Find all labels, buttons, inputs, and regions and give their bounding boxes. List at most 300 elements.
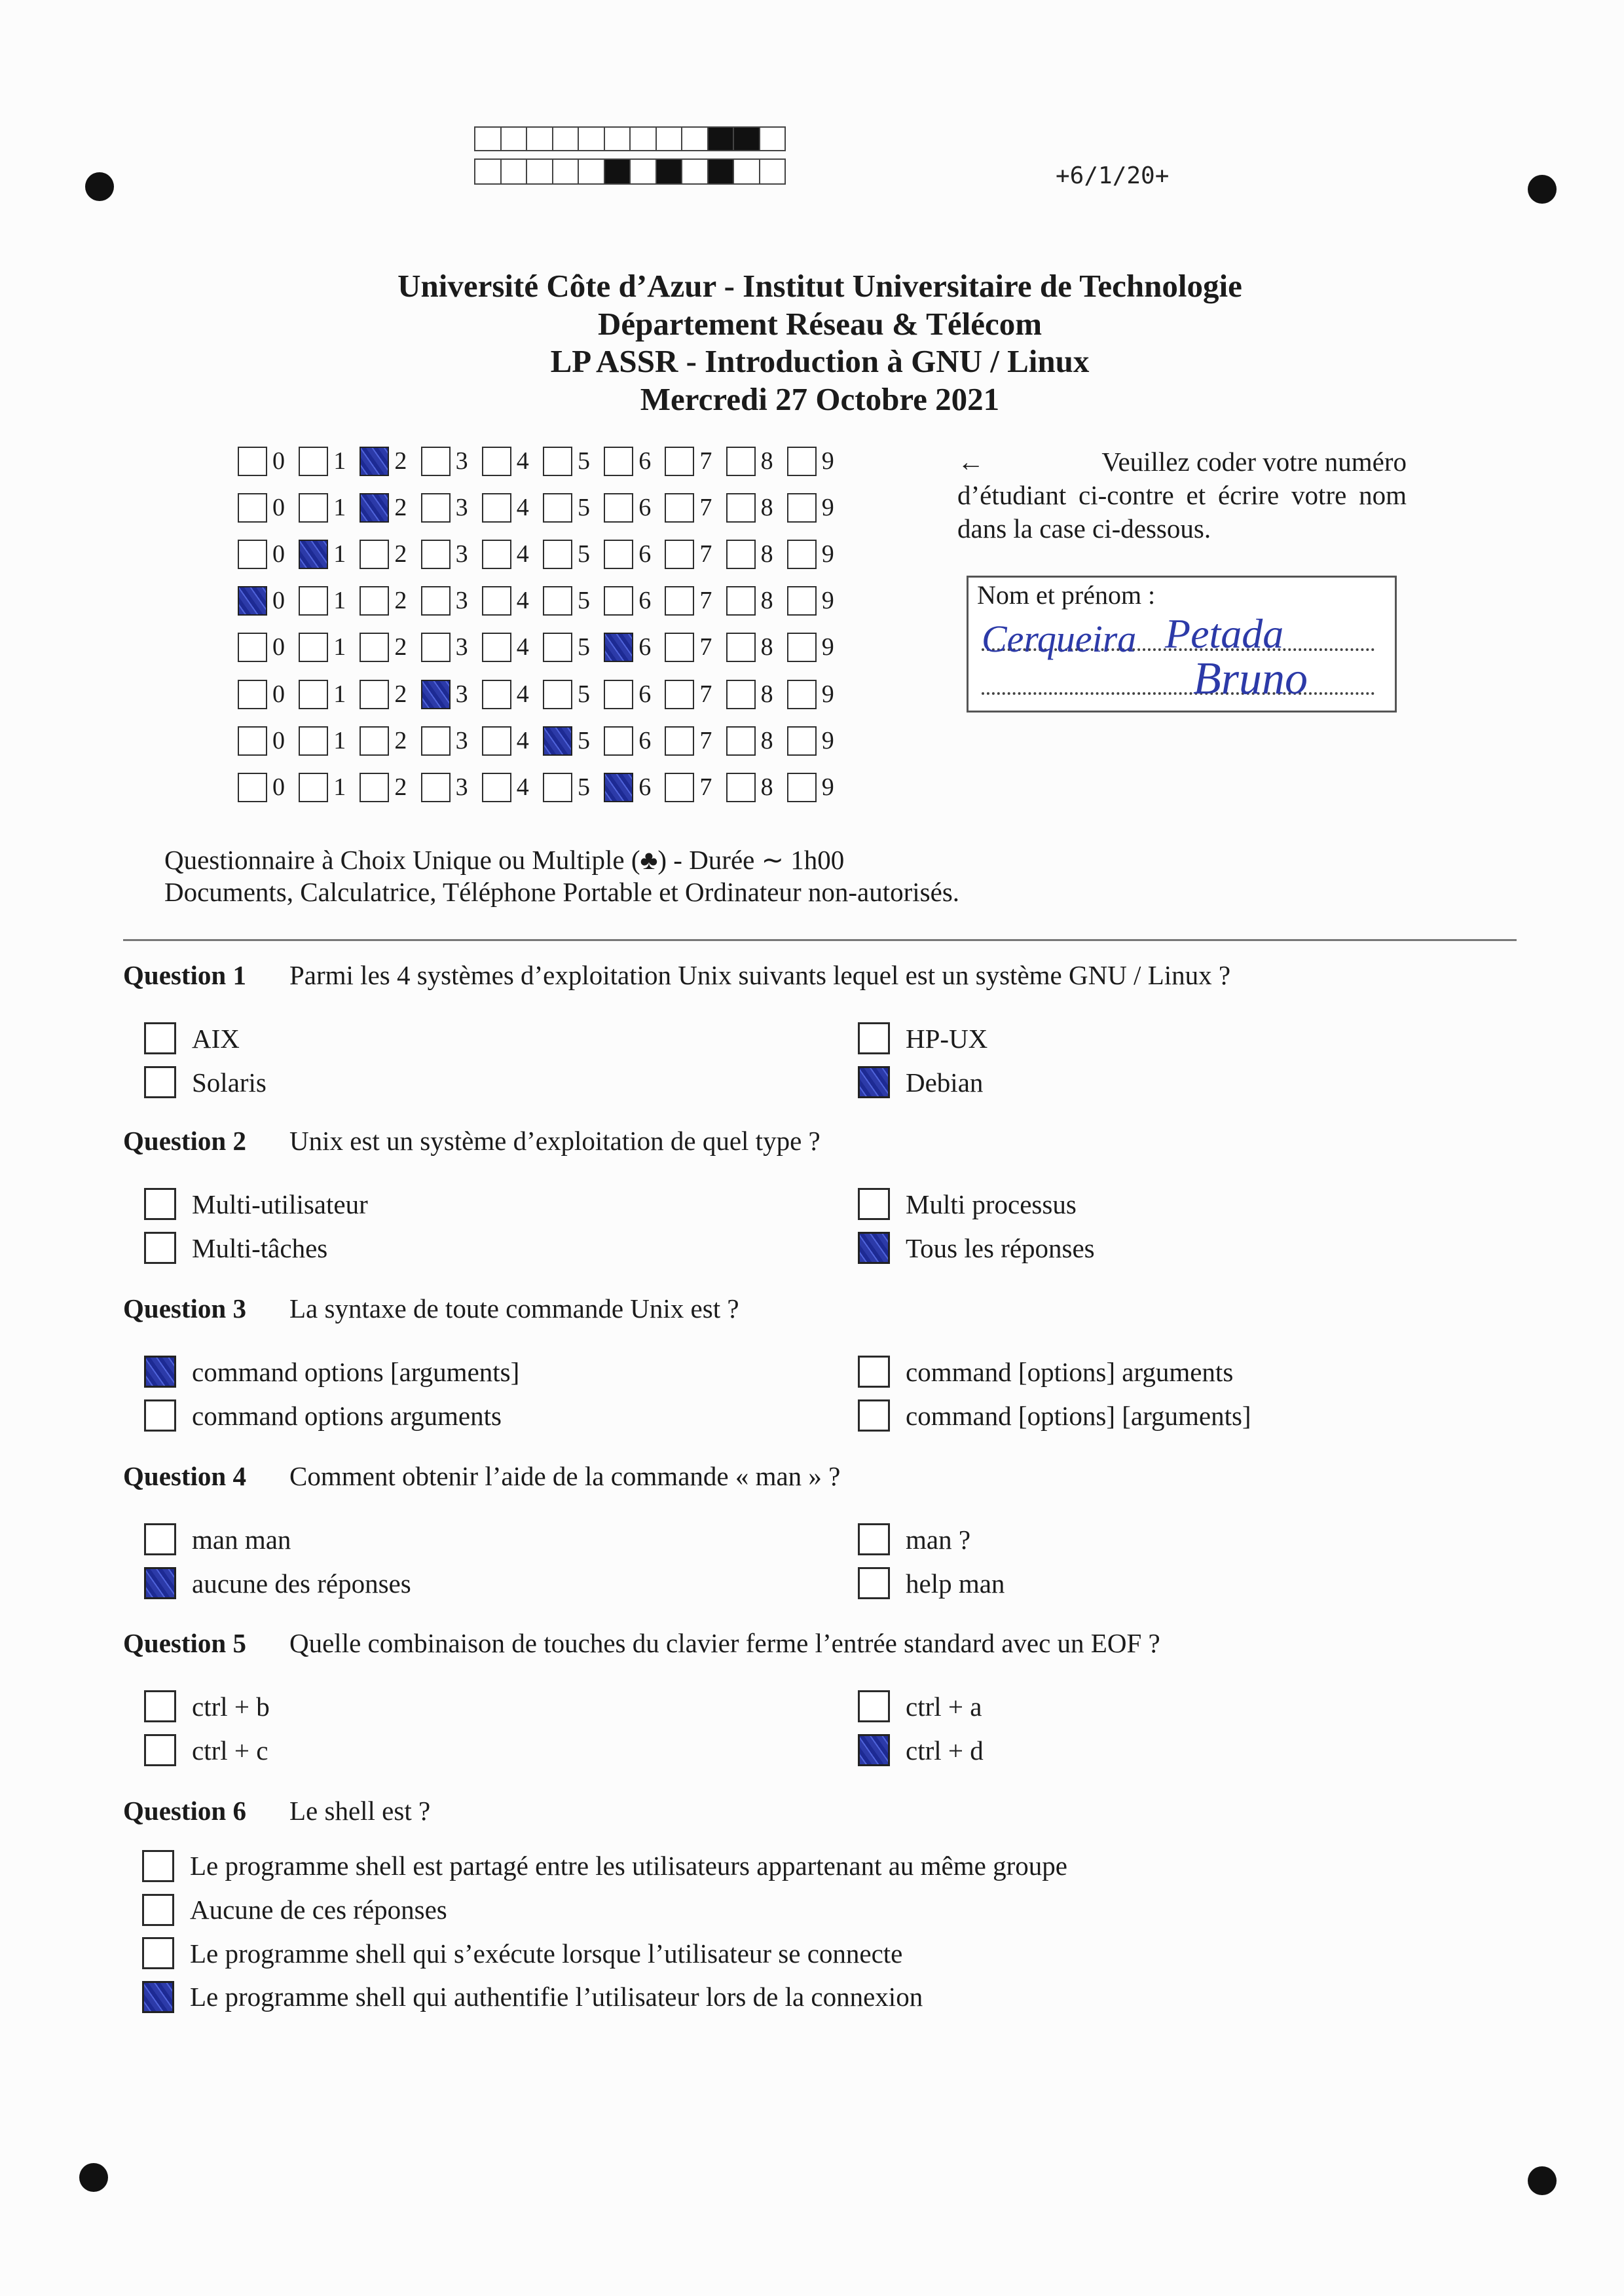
title-course: LP ASSR - Introduction à GNU / Linux [550, 343, 1090, 379]
student-number-digit-label: 2 [394, 633, 407, 661]
dotted-line [982, 692, 1375, 695]
student-number-box[interactable] [604, 447, 633, 476]
answer-checkbox[interactable] [144, 1356, 176, 1388]
answer-checkbox[interactable] [142, 1850, 174, 1882]
question-text: Le shell est ? [289, 1796, 431, 1826]
student-number-digit-label: 3 [455, 540, 468, 568]
student-number-box[interactable] [421, 680, 451, 709]
student-number-box[interactable] [787, 680, 817, 709]
student-number-digit-label: 0 [272, 726, 285, 754]
answer-label: ctrl + c [192, 1735, 268, 1766]
student-number-digit-label: 8 [760, 726, 773, 754]
answer-checkbox[interactable] [144, 1523, 176, 1555]
student-number-box[interactable] [421, 633, 451, 662]
student-number-digit-label: 6 [638, 773, 652, 801]
question-label: Question 5 [123, 1628, 246, 1658]
student-id-instructions [957, 445, 1407, 546]
answer-checkbox[interactable] [144, 1567, 176, 1599]
student-number-digit-label: 9 [821, 494, 834, 522]
student-number-box[interactable] [543, 633, 572, 662]
student-number-digit-label: 0 [272, 773, 285, 801]
student-number-digit-label: 3 [455, 447, 468, 475]
arrow-left-icon: ← [957, 447, 984, 477]
sheet-barcode-bottom [474, 158, 786, 185]
student-number-digit-label: 7 [699, 773, 712, 801]
student-number-box[interactable] [726, 726, 756, 756]
student-number-digit-label: 5 [578, 773, 590, 801]
answer-option [144, 1561, 858, 1605]
question-label: Question 1 [123, 960, 246, 990]
title-university: Université Côte d’Azur - Institut Universitaire de Technologie [397, 268, 1242, 304]
student-number-box[interactable] [360, 633, 389, 662]
student-number-digit-label: 1 [333, 540, 346, 568]
student-number-box[interactable] [360, 586, 389, 616]
student-number-box[interactable] [360, 493, 389, 523]
student-number-digit-label: 6 [638, 633, 652, 661]
answer-option [144, 1016, 858, 1060]
barcode-cell [707, 158, 735, 185]
student-number-digit-label: 3 [455, 494, 468, 522]
student-number-box[interactable] [543, 586, 572, 616]
answer-checkbox[interactable] [144, 1690, 176, 1722]
student-number-digit-label: 2 [394, 773, 407, 801]
barcode-cell [759, 158, 786, 185]
student-number-digit-label: 6 [638, 680, 652, 708]
question-1 [123, 959, 1517, 1104]
student-number-box[interactable] [787, 586, 817, 616]
student-number-box[interactable] [726, 493, 756, 523]
sheet-code: +6/1/20+ [1056, 162, 1170, 189]
barcode-cell [707, 126, 735, 151]
answer-label: Le programme shell qui authentifie l’utilisateur lors de la connexion [190, 1982, 923, 2012]
name-field-label: Nom et prénom : [977, 580, 1156, 610]
instruction-line: Veuillez coder votre numéro [1101, 447, 1407, 477]
student-number-box[interactable] [360, 680, 389, 709]
student-number-box[interactable] [665, 493, 694, 523]
student-number-digit-label: 9 [821, 680, 834, 708]
question-label: Question 2 [123, 1126, 246, 1156]
exam-instructions [164, 844, 959, 908]
student-number-box[interactable] [299, 680, 328, 709]
answer-label: Le programme shell est partagé entre les utilisateurs appartenant au même groupe [190, 1851, 1067, 1881]
answer-option [144, 1728, 858, 1772]
student-number-box[interactable] [604, 540, 633, 569]
question-text: Comment obtenir l’aide de la commande « man » ? [289, 1461, 841, 1491]
student-number-digit-label: 3 [455, 633, 468, 661]
student-number-digit-label: 0 [272, 633, 285, 661]
student-number-digit-label: 2 [394, 587, 407, 615]
student-number-box[interactable] [665, 586, 694, 616]
student-number-digit-label: 6 [638, 726, 652, 754]
answer-option [142, 1931, 1517, 1975]
barcode-cell [526, 158, 553, 185]
student-number-box[interactable] [299, 540, 328, 569]
student-number-box[interactable] [787, 493, 817, 523]
barcode-cell [629, 126, 657, 151]
student-number-box[interactable] [604, 493, 633, 523]
student-number-digit-label: 6 [638, 494, 652, 522]
student-number-box[interactable] [421, 447, 451, 476]
student-number-box[interactable] [238, 726, 267, 756]
student-number-digit-label: 8 [760, 587, 773, 615]
student-number-digit-label: 3 [455, 587, 468, 615]
sheet-barcode-top [474, 126, 786, 151]
student-number-box[interactable] [543, 773, 572, 802]
student-number-box[interactable] [787, 773, 817, 802]
student-number-box[interactable] [726, 447, 756, 476]
student-number-box[interactable] [726, 680, 756, 709]
answer-checkbox[interactable] [858, 1066, 890, 1098]
student-number-box[interactable] [726, 586, 756, 616]
student-number-digit-label: 5 [578, 494, 590, 522]
answer-option [144, 1350, 858, 1394]
answer-checkbox[interactable] [858, 1232, 890, 1264]
barcode-cell [759, 126, 786, 151]
student-number-digit-label: 8 [760, 447, 773, 475]
registration-mark-bottom-right [1528, 2166, 1557, 2195]
student-number-box[interactable] [360, 773, 389, 802]
barcode-cell [552, 126, 580, 151]
student-number-digit-label: 7 [699, 633, 712, 661]
student-number-box[interactable] [604, 726, 633, 756]
question-5 [123, 1627, 1517, 1772]
question-2 [123, 1124, 1517, 1270]
student-number-box[interactable] [360, 726, 389, 756]
student-number-box[interactable] [604, 680, 633, 709]
barcode-cell [500, 126, 528, 151]
student-number-box[interactable] [543, 680, 572, 709]
answer-label: Tous les réponses [906, 1232, 1095, 1263]
student-number-box[interactable] [299, 586, 328, 616]
student-number-digit-label: 2 [394, 494, 407, 522]
exam-format: Questionnaire à Choix Unique ou Multiple (♣) - Durée ∼ 1h00 [164, 845, 845, 875]
student-number-digit-label: 2 [394, 726, 407, 754]
student-number-box[interactable] [482, 447, 511, 476]
answer-option [144, 1394, 858, 1437]
student-number-digit-label: 2 [394, 447, 407, 475]
barcode-cell [629, 158, 657, 185]
student-number-digit-label: 9 [821, 587, 834, 615]
student-number-box[interactable] [665, 447, 694, 476]
student-number-digit-label: 6 [638, 540, 652, 568]
answer-option [858, 1182, 1513, 1226]
answer-label: ctrl + a [906, 1691, 982, 1722]
student-number-digit-label: 4 [516, 447, 529, 475]
student-number-box[interactable] [421, 726, 451, 756]
student-number-digit-label: 9 [821, 726, 834, 754]
exam-title [123, 267, 1517, 418]
answer-option [144, 1182, 858, 1226]
student-number-digit-label: 1 [333, 773, 346, 801]
barcode-cell [474, 126, 502, 151]
answer-label: Multi processus [906, 1189, 1077, 1219]
student-number-digit-label: 1 [333, 680, 346, 708]
student-number-digit-label: 5 [578, 633, 590, 661]
barcode-cell [474, 158, 502, 185]
answer-label: Multi-utilisateur [192, 1189, 368, 1219]
student-number-digit-label: 0 [272, 540, 285, 568]
answer-option [144, 1684, 858, 1728]
answer-checkbox[interactable] [144, 1188, 176, 1220]
answer-checkbox[interactable] [858, 1022, 890, 1054]
handwritten-first-name: Bruno [1193, 654, 1308, 704]
student-number-digit-label: 0 [272, 587, 285, 615]
answer-label: Aucune de ces réponses [190, 1895, 447, 1925]
student-number-digit-label: 3 [455, 726, 468, 754]
student-number-box[interactable] [726, 773, 756, 802]
answer-checkbox[interactable] [144, 1066, 176, 1098]
student-number-digit-label: 5 [578, 587, 590, 615]
student-number-digit-label: 7 [699, 447, 712, 475]
student-number-digit-label: 4 [516, 540, 529, 568]
student-number-digit-label: 2 [394, 540, 407, 568]
answer-option [858, 1394, 1513, 1437]
answer-label: Multi-tâches [192, 1232, 328, 1263]
instruction-line: dans la case ci-dessous. [957, 513, 1211, 544]
student-number-digit-label: 5 [578, 680, 590, 708]
student-number-box[interactable] [604, 586, 633, 616]
student-number-digit-label: 9 [821, 447, 834, 475]
student-number-digit-label: 7 [699, 494, 712, 522]
question-text: Parmi les 4 systèmes d’exploitation Unix suivants lequel est un système GNU / Linux ? [289, 960, 1231, 990]
answer-checkbox[interactable] [858, 1734, 890, 1766]
answer-label: command options arguments [192, 1400, 502, 1431]
student-number-digit-label: 4 [516, 726, 529, 754]
student-number-box[interactable] [238, 540, 267, 569]
student-number-digit-label: 4 [516, 773, 529, 801]
answer-option [858, 1561, 1513, 1605]
barcode-cell [733, 158, 760, 185]
answer-label: Le programme shell qui s’exécute lorsque l’utilisateur se connecte [190, 1938, 903, 1969]
student-number-box[interactable] [543, 493, 572, 523]
student-number-digit-label: 0 [272, 680, 285, 708]
answer-label: help man [906, 1568, 1005, 1599]
student-number-box[interactable] [787, 447, 817, 476]
student-number-box[interactable] [421, 540, 451, 569]
answer-label: command options [arguments] [192, 1356, 520, 1387]
student-number-box[interactable] [787, 540, 817, 569]
student-number-box[interactable] [421, 586, 451, 616]
barcode-cell [733, 126, 760, 151]
student-number-box[interactable] [604, 773, 633, 802]
answer-option [858, 1226, 1513, 1270]
question-label: Question 6 [123, 1796, 246, 1826]
answer-label: command [options] arguments [906, 1356, 1234, 1387]
answer-label: Solaris [192, 1067, 267, 1098]
barcode-cell [655, 126, 683, 151]
student-number-box[interactable] [238, 493, 267, 523]
student-number-digit-label: 6 [638, 587, 652, 615]
answer-label: HP-UX [906, 1023, 988, 1054]
divider [123, 939, 1517, 941]
student-number-digit-label: 3 [455, 680, 468, 708]
student-number-box[interactable] [360, 540, 389, 569]
handwritten-surname: Cerqueira [982, 618, 1137, 660]
question-text: Unix est un système d’exploitation de quel type ? [289, 1126, 821, 1156]
answer-label: ctrl + b [192, 1691, 270, 1722]
name-field[interactable] [967, 576, 1397, 713]
answer-checkbox[interactable] [858, 1567, 890, 1599]
student-number-box[interactable] [238, 680, 267, 709]
student-number-box[interactable] [543, 726, 572, 756]
student-number-digit-label: 0 [272, 494, 285, 522]
student-number-digit-label: 5 [578, 540, 590, 568]
answer-checkbox[interactable] [144, 1022, 176, 1054]
answer-option [142, 1844, 1517, 1888]
student-number-digit-label: 5 [578, 447, 590, 475]
registration-mark-top-right [1528, 175, 1557, 204]
answer-option [858, 1684, 1513, 1728]
question-label: Question 4 [123, 1461, 246, 1491]
exam-rules: Documents, Calculatrice, Téléphone Portable et Ordinateur non-autorisés. [164, 877, 960, 907]
answer-option [144, 1226, 858, 1270]
answer-label: ctrl + d [906, 1735, 984, 1766]
student-number-box[interactable] [360, 447, 389, 476]
student-number-digit-label: 8 [760, 540, 773, 568]
barcode-cell [604, 158, 631, 185]
answer-option [144, 1060, 858, 1104]
student-number-box[interactable] [238, 447, 267, 476]
student-number-box[interactable] [299, 633, 328, 662]
barcode-cell [578, 158, 605, 185]
answer-label: Debian [906, 1067, 984, 1098]
student-number-box[interactable] [726, 633, 756, 662]
student-number-box[interactable] [543, 540, 572, 569]
student-number-digit-label: 4 [516, 633, 529, 661]
student-number-digit-label: 1 [333, 494, 346, 522]
student-number-digit-label: 7 [699, 587, 712, 615]
student-number-digit-label: 1 [333, 726, 346, 754]
title-department: Département Réseau & Télécom [597, 305, 1043, 342]
student-number-digit-label: 8 [760, 680, 773, 708]
answer-checkbox[interactable] [142, 1981, 174, 2013]
answer-label: AIX [192, 1023, 240, 1054]
answer-checkbox[interactable] [858, 1399, 890, 1432]
student-number-digit-label: 8 [760, 494, 773, 522]
student-number-digit-label: 4 [516, 494, 529, 522]
answer-label: aucune des réponses [192, 1568, 411, 1599]
answer-option [858, 1016, 1513, 1060]
student-number-box[interactable] [482, 633, 511, 662]
student-number-digit-label: 8 [760, 633, 773, 661]
question-4 [123, 1460, 1517, 1605]
student-number-box[interactable] [482, 540, 511, 569]
instruction-line: d’étudiant ci-contre et écrire votre nom [957, 480, 1407, 510]
answer-option [144, 1517, 858, 1561]
student-number-box[interactable] [238, 633, 267, 662]
student-number-box[interactable] [787, 633, 817, 662]
student-number-digit-label: 9 [821, 633, 834, 661]
answer-option [142, 1888, 1517, 1932]
answer-label: man ? [906, 1524, 971, 1555]
student-number-box[interactable] [482, 773, 511, 802]
answer-option [858, 1350, 1513, 1394]
student-number-box[interactable] [665, 726, 694, 756]
student-number-digit-label: 5 [578, 726, 590, 754]
student-number-digit-label: 4 [516, 587, 529, 615]
answer-checkbox[interactable] [858, 1356, 890, 1388]
student-number-box[interactable] [665, 633, 694, 662]
student-number-box[interactable] [482, 493, 511, 523]
student-number-digit-label: 1 [333, 633, 346, 661]
student-number-digit-label: 8 [760, 773, 773, 801]
student-number-box[interactable] [482, 586, 511, 616]
answer-option [142, 1975, 1517, 2019]
student-number-grid [238, 447, 866, 813]
student-number-digit-label: 7 [699, 680, 712, 708]
student-number-box[interactable] [238, 586, 267, 616]
student-number-box[interactable] [238, 773, 267, 802]
answer-checkbox[interactable] [858, 1523, 890, 1555]
student-number-box[interactable] [665, 773, 694, 802]
answer-option [858, 1517, 1513, 1561]
student-number-box[interactable] [604, 633, 633, 662]
student-number-box[interactable] [421, 493, 451, 523]
barcode-cell [526, 126, 553, 151]
student-number-box[interactable] [482, 680, 511, 709]
student-number-digit-label: 7 [699, 540, 712, 568]
student-number-box[interactable] [299, 493, 328, 523]
answer-option [858, 1728, 1513, 1772]
barcode-cell [500, 158, 528, 185]
registration-mark-bottom-left [79, 2163, 108, 2192]
question-text: Quelle combinaison de touches du clavier ferme l’entrée standard avec un EOF ? [289, 1628, 1160, 1658]
answer-checkbox[interactable] [144, 1232, 176, 1264]
student-number-box[interactable] [299, 726, 328, 756]
barcode-cell [681, 126, 709, 151]
student-number-digit-label: 6 [638, 447, 652, 475]
answer-checkbox[interactable] [144, 1399, 176, 1432]
question-3 [123, 1292, 1517, 1437]
student-number-box[interactable] [726, 540, 756, 569]
student-number-box[interactable] [299, 773, 328, 802]
answer-checkbox[interactable] [858, 1188, 890, 1220]
answer-checkbox[interactable] [142, 1894, 174, 1926]
student-number-digit-label: 4 [516, 680, 529, 708]
student-number-box[interactable] [482, 726, 511, 756]
student-number-digit-label: 1 [333, 587, 346, 615]
barcode-cell [552, 158, 580, 185]
question-6 [123, 1794, 1517, 2019]
student-number-digit-label: 7 [699, 726, 712, 754]
student-number-box[interactable] [665, 540, 694, 569]
student-number-digit-label: 0 [272, 447, 285, 475]
student-number-digit-label: 2 [394, 680, 407, 708]
student-number-box[interactable] [421, 773, 451, 802]
question-text: La syntaxe de toute commande Unix est ? [289, 1293, 739, 1324]
answer-checkbox[interactable] [858, 1690, 890, 1722]
answer-option [858, 1060, 1513, 1104]
answer-label: man man [192, 1524, 291, 1555]
barcode-cell [578, 126, 605, 151]
student-number-digit-label: 1 [333, 447, 346, 475]
handwritten-surname-2: Petada [1165, 610, 1284, 657]
student-number-digit-label: 9 [821, 773, 834, 801]
barcode-cell [655, 158, 683, 185]
question-label: Question 3 [123, 1293, 246, 1324]
student-number-box[interactable] [543, 447, 572, 476]
student-number-box[interactable] [665, 680, 694, 709]
student-number-digit-label: 9 [821, 540, 834, 568]
student-number-box[interactable] [299, 447, 328, 476]
title-date: Mercredi 27 Octobre 2021 [640, 380, 1000, 417]
barcode-cell [604, 126, 631, 151]
student-number-box[interactable] [787, 726, 817, 756]
barcode-cell [681, 158, 709, 185]
answer-checkbox[interactable] [144, 1734, 176, 1766]
answer-label: command [options] [arguments] [906, 1400, 1251, 1431]
answer-checkbox[interactable] [142, 1937, 174, 1969]
